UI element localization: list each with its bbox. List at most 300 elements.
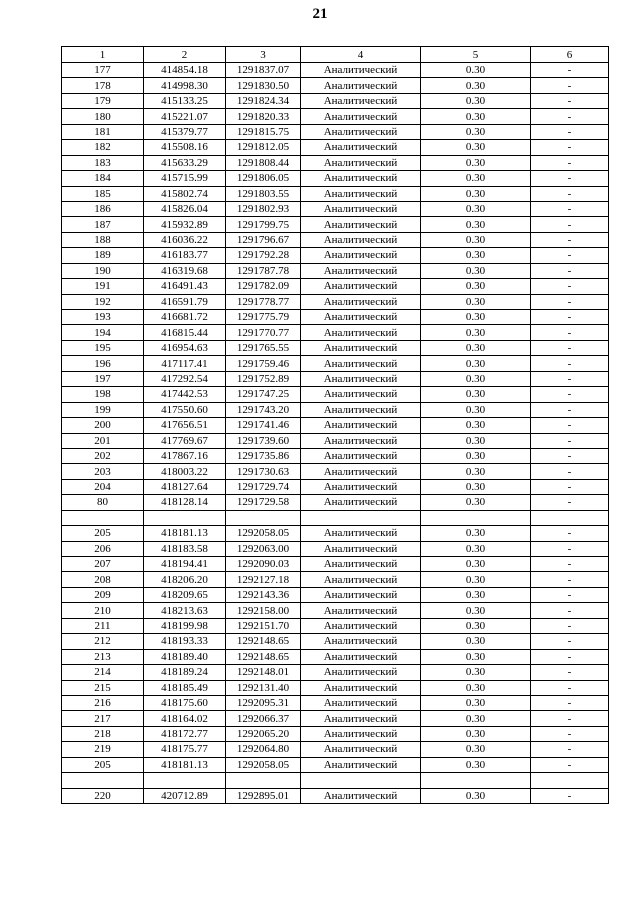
cell-point-number: 204 bbox=[62, 479, 144, 494]
cell-point-number: 218 bbox=[62, 726, 144, 741]
cell-accuracy: 0.30 bbox=[421, 742, 531, 757]
cell-accuracy: 0.30 bbox=[421, 263, 531, 278]
cell-x-coordinate: 418213.63 bbox=[144, 603, 226, 618]
cell-y-coordinate: 1292127.18 bbox=[226, 572, 301, 587]
table-row bbox=[62, 387, 609, 402]
cell-accuracy: 0.30 bbox=[421, 541, 531, 556]
cell-y-coordinate: 1291752.89 bbox=[226, 371, 301, 386]
table-row bbox=[62, 356, 609, 371]
cell-x-coordinate: 418199.98 bbox=[144, 618, 226, 633]
table-row bbox=[62, 788, 609, 803]
cell-note: - bbox=[531, 479, 609, 494]
cell-x-coordinate: 417117.41 bbox=[144, 356, 226, 371]
table-row bbox=[62, 325, 609, 340]
cell-accuracy: 0.30 bbox=[421, 464, 531, 479]
table-row bbox=[62, 526, 609, 541]
cell-y-coordinate: 1291815.75 bbox=[226, 124, 301, 139]
cell-point-number: 211 bbox=[62, 618, 144, 633]
cell-point-number: 191 bbox=[62, 279, 144, 294]
cell-method: Аналитический bbox=[301, 433, 421, 448]
cell-method: Аналитический bbox=[301, 418, 421, 433]
cell-y-coordinate: 1291765.55 bbox=[226, 340, 301, 355]
cell-note: - bbox=[531, 742, 609, 757]
cell-x-coordinate: 417656.51 bbox=[144, 418, 226, 433]
cell-method: Аналитический bbox=[301, 479, 421, 494]
table-row bbox=[62, 263, 609, 278]
cell-y-coordinate: 1291775.79 bbox=[226, 310, 301, 325]
table-row bbox=[62, 248, 609, 263]
cell-note: - bbox=[531, 78, 609, 93]
cell-note: - bbox=[531, 587, 609, 602]
cell-note: - bbox=[531, 495, 609, 510]
cell-x-coordinate: 418164.02 bbox=[144, 711, 226, 726]
cell-point-number: 180 bbox=[62, 109, 144, 124]
cell-point-number: 202 bbox=[62, 448, 144, 463]
cell-accuracy: 0.30 bbox=[421, 788, 531, 803]
cell-method: Аналитический bbox=[301, 634, 421, 649]
table-spacer-row bbox=[62, 510, 609, 525]
cell-accuracy: 0.30 bbox=[421, 340, 531, 355]
table-row bbox=[62, 201, 609, 216]
cell-method: Аналитический bbox=[301, 186, 421, 201]
cell-point-number: 183 bbox=[62, 155, 144, 170]
cell-point-number: 216 bbox=[62, 695, 144, 710]
cell-y-coordinate: 1291787.78 bbox=[226, 263, 301, 278]
cell-y-coordinate: 1291799.75 bbox=[226, 217, 301, 232]
table-row bbox=[62, 572, 609, 587]
table-row bbox=[62, 371, 609, 386]
cell-point-number: 177 bbox=[62, 63, 144, 78]
cell-note: - bbox=[531, 171, 609, 186]
cell-accuracy: 0.30 bbox=[421, 171, 531, 186]
cell-accuracy: 0.30 bbox=[421, 155, 531, 170]
cell-y-coordinate: 1292066.37 bbox=[226, 711, 301, 726]
cell-note: - bbox=[531, 557, 609, 572]
cell-method: Аналитический bbox=[301, 711, 421, 726]
table-row bbox=[62, 557, 609, 572]
cell-x-coordinate: 415826.04 bbox=[144, 201, 226, 216]
cell-note: - bbox=[531, 217, 609, 232]
cell-y-coordinate bbox=[226, 773, 301, 788]
table-row bbox=[62, 742, 609, 757]
cell-x-coordinate: 418172.77 bbox=[144, 726, 226, 741]
cell-x-coordinate: 415379.77 bbox=[144, 124, 226, 139]
cell-method: Аналитический bbox=[301, 742, 421, 757]
cell-note: - bbox=[531, 433, 609, 448]
table-row bbox=[62, 695, 609, 710]
cell-x-coordinate: 416954.63 bbox=[144, 340, 226, 355]
cell-point-number: 196 bbox=[62, 356, 144, 371]
cell-accuracy: 0.30 bbox=[421, 310, 531, 325]
table-row bbox=[62, 63, 609, 78]
cell-method: Аналитический bbox=[301, 448, 421, 463]
cell-accuracy: 0.30 bbox=[421, 649, 531, 664]
table-row bbox=[62, 433, 609, 448]
table-row bbox=[62, 340, 609, 355]
cell-accuracy: 0.30 bbox=[421, 433, 531, 448]
table-row bbox=[62, 649, 609, 664]
cell-method: Аналитический bbox=[301, 93, 421, 108]
cell-point-number: 192 bbox=[62, 294, 144, 309]
cell-x-coordinate: 417442.53 bbox=[144, 387, 226, 402]
cell-method: Аналитический bbox=[301, 171, 421, 186]
table-row bbox=[62, 665, 609, 680]
cell-x-coordinate: 415221.07 bbox=[144, 109, 226, 124]
cell-x-coordinate bbox=[144, 510, 226, 525]
cell-method: Аналитический bbox=[301, 294, 421, 309]
table-row bbox=[62, 232, 609, 247]
cell-point-number: 213 bbox=[62, 649, 144, 664]
cell-point-number: 193 bbox=[62, 310, 144, 325]
cell-note: - bbox=[531, 356, 609, 371]
table-row bbox=[62, 279, 609, 294]
cell-point-number: 179 bbox=[62, 93, 144, 108]
header-cell-1: 1 bbox=[62, 47, 144, 63]
cell-x-coordinate: 416183.77 bbox=[144, 248, 226, 263]
cell-method: Аналитический bbox=[301, 155, 421, 170]
cell-method: Аналитический bbox=[301, 232, 421, 247]
cell-accuracy: 0.30 bbox=[421, 356, 531, 371]
cell-point-number: 184 bbox=[62, 171, 144, 186]
cell-y-coordinate: 1292148.65 bbox=[226, 649, 301, 664]
table-row bbox=[62, 680, 609, 695]
cell-method: Аналитический bbox=[301, 618, 421, 633]
cell-point-number: 205 bbox=[62, 757, 144, 772]
cell-y-coordinate: 1291830.50 bbox=[226, 78, 301, 93]
cell-y-coordinate bbox=[226, 510, 301, 525]
cell-y-coordinate: 1292151.70 bbox=[226, 618, 301, 633]
cell-x-coordinate: 416591.79 bbox=[144, 294, 226, 309]
cell-method: Аналитический bbox=[301, 356, 421, 371]
table-row bbox=[62, 402, 609, 417]
table-row bbox=[62, 310, 609, 325]
cell-y-coordinate: 1291803.55 bbox=[226, 186, 301, 201]
cell-accuracy: 0.30 bbox=[421, 325, 531, 340]
cell-x-coordinate: 418206.20 bbox=[144, 572, 226, 587]
cell-y-coordinate: 1292058.05 bbox=[226, 757, 301, 772]
cell-x-coordinate: 417867.16 bbox=[144, 448, 226, 463]
cell-method: Аналитический bbox=[301, 495, 421, 510]
cell-x-coordinate: 418185.49 bbox=[144, 680, 226, 695]
cell-y-coordinate: 1291837.07 bbox=[226, 63, 301, 78]
table-row bbox=[62, 186, 609, 201]
cell-note: - bbox=[531, 109, 609, 124]
cell-x-coordinate: 418181.13 bbox=[144, 757, 226, 772]
cell-method: Аналитический bbox=[301, 63, 421, 78]
cell-note: - bbox=[531, 201, 609, 216]
cell-accuracy: 0.30 bbox=[421, 695, 531, 710]
cell-method: Аналитический bbox=[301, 78, 421, 93]
cell-y-coordinate: 1291792.28 bbox=[226, 248, 301, 263]
cell-point-number: 194 bbox=[62, 325, 144, 340]
table-body bbox=[62, 47, 609, 804]
table-row bbox=[62, 217, 609, 232]
cell-accuracy: 0.30 bbox=[421, 232, 531, 247]
table-row bbox=[62, 541, 609, 556]
cell-accuracy: 0.30 bbox=[421, 479, 531, 494]
cell-note: - bbox=[531, 63, 609, 78]
cell-point-number: 203 bbox=[62, 464, 144, 479]
cell-y-coordinate: 1292065.20 bbox=[226, 726, 301, 741]
cell-point-number: 198 bbox=[62, 387, 144, 402]
cell-y-coordinate: 1291730.63 bbox=[226, 464, 301, 479]
cell-point-number: 178 bbox=[62, 78, 144, 93]
table-spacer-row bbox=[62, 773, 609, 788]
cell-accuracy: 0.30 bbox=[421, 557, 531, 572]
cell-x-coordinate: 420712.89 bbox=[144, 788, 226, 803]
cell-point-number: 188 bbox=[62, 232, 144, 247]
cell-method: Аналитический bbox=[301, 371, 421, 386]
cell-method: Аналитический bbox=[301, 757, 421, 772]
cell-y-coordinate: 1291808.44 bbox=[226, 155, 301, 170]
cell-point-number: 214 bbox=[62, 665, 144, 680]
cell-note: - bbox=[531, 695, 609, 710]
cell-note: - bbox=[531, 649, 609, 664]
cell-y-coordinate: 1291802.93 bbox=[226, 201, 301, 216]
table-row bbox=[62, 495, 609, 510]
table-row bbox=[62, 448, 609, 463]
cell-note: - bbox=[531, 325, 609, 340]
cell-accuracy bbox=[421, 773, 531, 788]
cell-note: - bbox=[531, 186, 609, 201]
cell-accuracy: 0.30 bbox=[421, 603, 531, 618]
table-header-row bbox=[62, 47, 609, 63]
cell-y-coordinate: 1292148.01 bbox=[226, 665, 301, 680]
table-row bbox=[62, 711, 609, 726]
cell-method: Аналитический bbox=[301, 248, 421, 263]
table-row bbox=[62, 78, 609, 93]
cell-x-coordinate: 415802.74 bbox=[144, 186, 226, 201]
cell-method: Аналитический bbox=[301, 140, 421, 155]
cell-point-number: 205 bbox=[62, 526, 144, 541]
cell-x-coordinate: 415633.29 bbox=[144, 155, 226, 170]
cell-method: Аналитический bbox=[301, 572, 421, 587]
coordinates-table bbox=[61, 46, 609, 804]
cell-accuracy: 0.30 bbox=[421, 93, 531, 108]
table-row bbox=[62, 418, 609, 433]
cell-y-coordinate: 1292131.40 bbox=[226, 680, 301, 695]
cell-x-coordinate: 418209.65 bbox=[144, 587, 226, 602]
cell-accuracy: 0.30 bbox=[421, 665, 531, 680]
cell-note: - bbox=[531, 711, 609, 726]
cell-x-coordinate: 417769.67 bbox=[144, 433, 226, 448]
cell-note bbox=[531, 510, 609, 525]
cell-accuracy: 0.30 bbox=[421, 495, 531, 510]
table-row bbox=[62, 603, 609, 618]
cell-point-number: 187 bbox=[62, 217, 144, 232]
cell-point-number: 185 bbox=[62, 186, 144, 201]
cell-point-number: 206 bbox=[62, 541, 144, 556]
cell-method: Аналитический bbox=[301, 201, 421, 216]
cell-accuracy: 0.30 bbox=[421, 587, 531, 602]
cell-accuracy: 0.30 bbox=[421, 680, 531, 695]
cell-accuracy: 0.30 bbox=[421, 634, 531, 649]
cell-x-coordinate: 418189.24 bbox=[144, 665, 226, 680]
cell-method: Аналитический bbox=[301, 665, 421, 680]
cell-accuracy: 0.30 bbox=[421, 711, 531, 726]
cell-y-coordinate: 1291747.25 bbox=[226, 387, 301, 402]
cell-point-number: 199 bbox=[62, 402, 144, 417]
cell-note: - bbox=[531, 526, 609, 541]
cell-x-coordinate: 418175.77 bbox=[144, 742, 226, 757]
cell-accuracy: 0.30 bbox=[421, 418, 531, 433]
table-row bbox=[62, 155, 609, 170]
cell-point-number: 208 bbox=[62, 572, 144, 587]
cell-point-number: 217 bbox=[62, 711, 144, 726]
cell-note: - bbox=[531, 155, 609, 170]
cell-note bbox=[531, 773, 609, 788]
cell-note: - bbox=[531, 232, 609, 247]
header-cell-6: 6 bbox=[531, 47, 609, 63]
cell-note: - bbox=[531, 140, 609, 155]
cell-x-coordinate: 418193.33 bbox=[144, 634, 226, 649]
cell-note: - bbox=[531, 464, 609, 479]
cell-x-coordinate: 418194.41 bbox=[144, 557, 226, 572]
cell-note: - bbox=[531, 757, 609, 772]
cell-point-number bbox=[62, 773, 144, 788]
cell-method: Аналитический bbox=[301, 557, 421, 572]
cell-accuracy: 0.30 bbox=[421, 248, 531, 263]
cell-note: - bbox=[531, 387, 609, 402]
cell-method: Аналитический bbox=[301, 263, 421, 278]
table-row bbox=[62, 140, 609, 155]
cell-note: - bbox=[531, 263, 609, 278]
cell-note: - bbox=[531, 788, 609, 803]
cell-note: - bbox=[531, 402, 609, 417]
cell-note: - bbox=[531, 603, 609, 618]
cell-x-coordinate: 415932.89 bbox=[144, 217, 226, 232]
cell-note: - bbox=[531, 310, 609, 325]
cell-method: Аналитический bbox=[301, 788, 421, 803]
cell-note: - bbox=[531, 294, 609, 309]
cell-note: - bbox=[531, 572, 609, 587]
cell-y-coordinate: 1292158.00 bbox=[226, 603, 301, 618]
cell-point-number: 190 bbox=[62, 263, 144, 278]
cell-accuracy: 0.30 bbox=[421, 279, 531, 294]
cell-y-coordinate: 1291770.77 bbox=[226, 325, 301, 340]
cell-method: Аналитический bbox=[301, 541, 421, 556]
cell-y-coordinate: 1291729.58 bbox=[226, 495, 301, 510]
cell-y-coordinate: 1291741.46 bbox=[226, 418, 301, 433]
cell-note: - bbox=[531, 634, 609, 649]
cell-method: Аналитический bbox=[301, 695, 421, 710]
cell-accuracy: 0.30 bbox=[421, 757, 531, 772]
cell-x-coordinate: 416319.68 bbox=[144, 263, 226, 278]
cell-x-coordinate: 418189.40 bbox=[144, 649, 226, 664]
cell-method: Аналитический bbox=[301, 325, 421, 340]
cell-point-number bbox=[62, 510, 144, 525]
cell-x-coordinate: 415133.25 bbox=[144, 93, 226, 108]
cell-accuracy: 0.30 bbox=[421, 217, 531, 232]
cell-accuracy: 0.30 bbox=[421, 63, 531, 78]
cell-accuracy: 0.30 bbox=[421, 726, 531, 741]
cell-accuracy: 0.30 bbox=[421, 402, 531, 417]
cell-note: - bbox=[531, 726, 609, 741]
cell-note: - bbox=[531, 248, 609, 263]
cell-note: - bbox=[531, 448, 609, 463]
cell-x-coordinate: 416491.43 bbox=[144, 279, 226, 294]
cell-accuracy: 0.30 bbox=[421, 201, 531, 216]
cell-accuracy: 0.30 bbox=[421, 526, 531, 541]
cell-y-coordinate: 1291729.74 bbox=[226, 479, 301, 494]
cell-note: - bbox=[531, 279, 609, 294]
cell-note: - bbox=[531, 371, 609, 386]
cell-point-number: 197 bbox=[62, 371, 144, 386]
cell-y-coordinate: 1291824.34 bbox=[226, 93, 301, 108]
cell-method: Аналитический bbox=[301, 109, 421, 124]
cell-point-number: 80 bbox=[62, 495, 144, 510]
cell-x-coordinate: 415715.99 bbox=[144, 171, 226, 186]
cell-y-coordinate: 1291739.60 bbox=[226, 433, 301, 448]
table-row bbox=[62, 618, 609, 633]
cell-y-coordinate: 1291759.46 bbox=[226, 356, 301, 371]
cell-x-coordinate: 414998.30 bbox=[144, 78, 226, 93]
cell-method: Аналитический bbox=[301, 340, 421, 355]
cell-accuracy: 0.30 bbox=[421, 448, 531, 463]
cell-x-coordinate: 418183.58 bbox=[144, 541, 226, 556]
cell-method: Аналитический bbox=[301, 680, 421, 695]
cell-method bbox=[301, 510, 421, 525]
cell-point-number: 219 bbox=[62, 742, 144, 757]
cell-y-coordinate: 1292058.05 bbox=[226, 526, 301, 541]
cell-note: - bbox=[531, 665, 609, 680]
table-row bbox=[62, 726, 609, 741]
cell-method: Аналитический bbox=[301, 217, 421, 232]
cell-accuracy: 0.30 bbox=[421, 618, 531, 633]
cell-y-coordinate: 1292063.00 bbox=[226, 541, 301, 556]
cell-accuracy: 0.30 bbox=[421, 186, 531, 201]
table-row bbox=[62, 587, 609, 602]
cell-accuracy: 0.30 bbox=[421, 572, 531, 587]
cell-accuracy: 0.30 bbox=[421, 371, 531, 386]
cell-point-number: 182 bbox=[62, 140, 144, 155]
cell-y-coordinate: 1291743.20 bbox=[226, 402, 301, 417]
cell-accuracy: 0.30 bbox=[421, 140, 531, 155]
cell-x-coordinate: 418181.13 bbox=[144, 526, 226, 541]
table-row bbox=[62, 757, 609, 772]
cell-accuracy: 0.30 bbox=[421, 109, 531, 124]
header-cell-4: 4 bbox=[301, 47, 421, 63]
cell-method: Аналитический bbox=[301, 726, 421, 741]
cell-note: - bbox=[531, 541, 609, 556]
cell-method: Аналитический bbox=[301, 279, 421, 294]
cell-point-number: 220 bbox=[62, 788, 144, 803]
header-cell-5: 5 bbox=[421, 47, 531, 63]
cell-y-coordinate: 1292095.31 bbox=[226, 695, 301, 710]
table-row bbox=[62, 464, 609, 479]
cell-method: Аналитический bbox=[301, 464, 421, 479]
table-row bbox=[62, 294, 609, 309]
cell-point-number: 207 bbox=[62, 557, 144, 572]
cell-x-coordinate: 416681.72 bbox=[144, 310, 226, 325]
cell-point-number: 210 bbox=[62, 603, 144, 618]
cell-method: Аналитический bbox=[301, 310, 421, 325]
cell-x-coordinate: 414854.18 bbox=[144, 63, 226, 78]
cell-note: - bbox=[531, 680, 609, 695]
cell-x-coordinate: 417292.54 bbox=[144, 371, 226, 386]
cell-note: - bbox=[531, 93, 609, 108]
cell-point-number: 209 bbox=[62, 587, 144, 602]
table-row bbox=[62, 109, 609, 124]
cell-point-number: 186 bbox=[62, 201, 144, 216]
cell-x-coordinate bbox=[144, 773, 226, 788]
cell-point-number: 189 bbox=[62, 248, 144, 263]
cell-method: Аналитический bbox=[301, 124, 421, 139]
cell-y-coordinate: 1291778.77 bbox=[226, 294, 301, 309]
page-number: 21 bbox=[312, 6, 328, 22]
cell-point-number: 195 bbox=[62, 340, 144, 355]
cell-point-number: 181 bbox=[62, 124, 144, 139]
